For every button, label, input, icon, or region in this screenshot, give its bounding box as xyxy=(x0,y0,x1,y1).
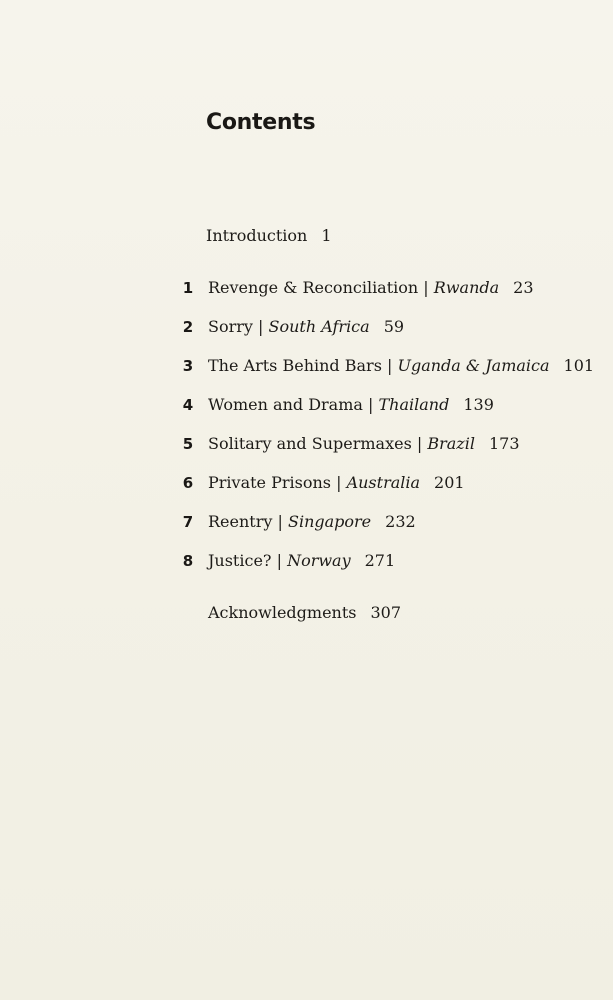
chapter-number: 8 xyxy=(182,552,194,570)
toc-chapter-6 xyxy=(0,470,613,496)
chapter-page-number: 23 xyxy=(513,278,534,297)
toc-chapter-1 xyxy=(0,275,613,301)
chapter-number: 1 xyxy=(182,279,194,297)
chapter-page-number: 232 xyxy=(385,512,416,531)
chapter-page-number: 139 xyxy=(463,395,494,414)
entry-label: Acknowledgments xyxy=(208,603,357,622)
chapter-number: 3 xyxy=(182,357,194,375)
toc-chapter-4 xyxy=(0,392,613,418)
toc-chapter-8 xyxy=(0,548,613,574)
chapter-number: 5 xyxy=(182,435,194,453)
entry-label: Introduction xyxy=(206,226,308,245)
chapter-page-number: 173 xyxy=(488,434,520,453)
chapter-number: 6 xyxy=(182,474,194,492)
chapter-topic: Reentry | xyxy=(208,512,283,531)
chapter-place: Australia xyxy=(346,473,421,492)
chapter-page-number: 271 xyxy=(364,551,396,570)
toc-entry-introduction xyxy=(0,223,613,249)
chapter-number: 7 xyxy=(182,513,194,531)
chapter-topic: The Arts Behind Bars | xyxy=(208,356,393,375)
entry-page-number: 307 xyxy=(370,603,402,622)
chapter-place: Rwanda xyxy=(433,278,500,297)
chapter-number: 2 xyxy=(182,318,194,336)
chapter-place: Uganda & Jamaica xyxy=(397,356,550,375)
chapter-page-number: 201 xyxy=(434,473,465,492)
chapter-place: Brazil xyxy=(427,434,475,453)
chapter-place: South Africa xyxy=(268,317,370,336)
chapter-topic: Justice? | xyxy=(208,551,282,570)
chapter-place: Thailand xyxy=(378,395,450,414)
chapter-topic: Private Prisons | xyxy=(208,473,342,492)
toc-chapter-3 xyxy=(0,353,613,379)
toc-chapter-2 xyxy=(0,314,613,340)
chapter-place: Norway xyxy=(287,551,351,570)
chapter-number: 4 xyxy=(182,396,194,414)
chapter-page-number: 101 xyxy=(563,356,595,375)
chapter-place: Singapore xyxy=(287,512,372,531)
toc-entry-acknowledgments xyxy=(0,600,613,626)
chapter-page-number: 59 xyxy=(383,317,405,336)
chapter-topic: Revenge & Reconciliation | xyxy=(208,278,429,297)
entry-page-number: 1 xyxy=(321,226,332,245)
chapter-topic: Women and Drama | xyxy=(208,395,374,414)
toc-chapter-7 xyxy=(0,509,613,535)
chapter-topic: Sorry | xyxy=(208,317,264,336)
page-title: Contents xyxy=(206,110,316,135)
chapter-topic: Solitary and Supermaxes | xyxy=(208,434,423,453)
toc-chapter-5 xyxy=(0,431,613,457)
